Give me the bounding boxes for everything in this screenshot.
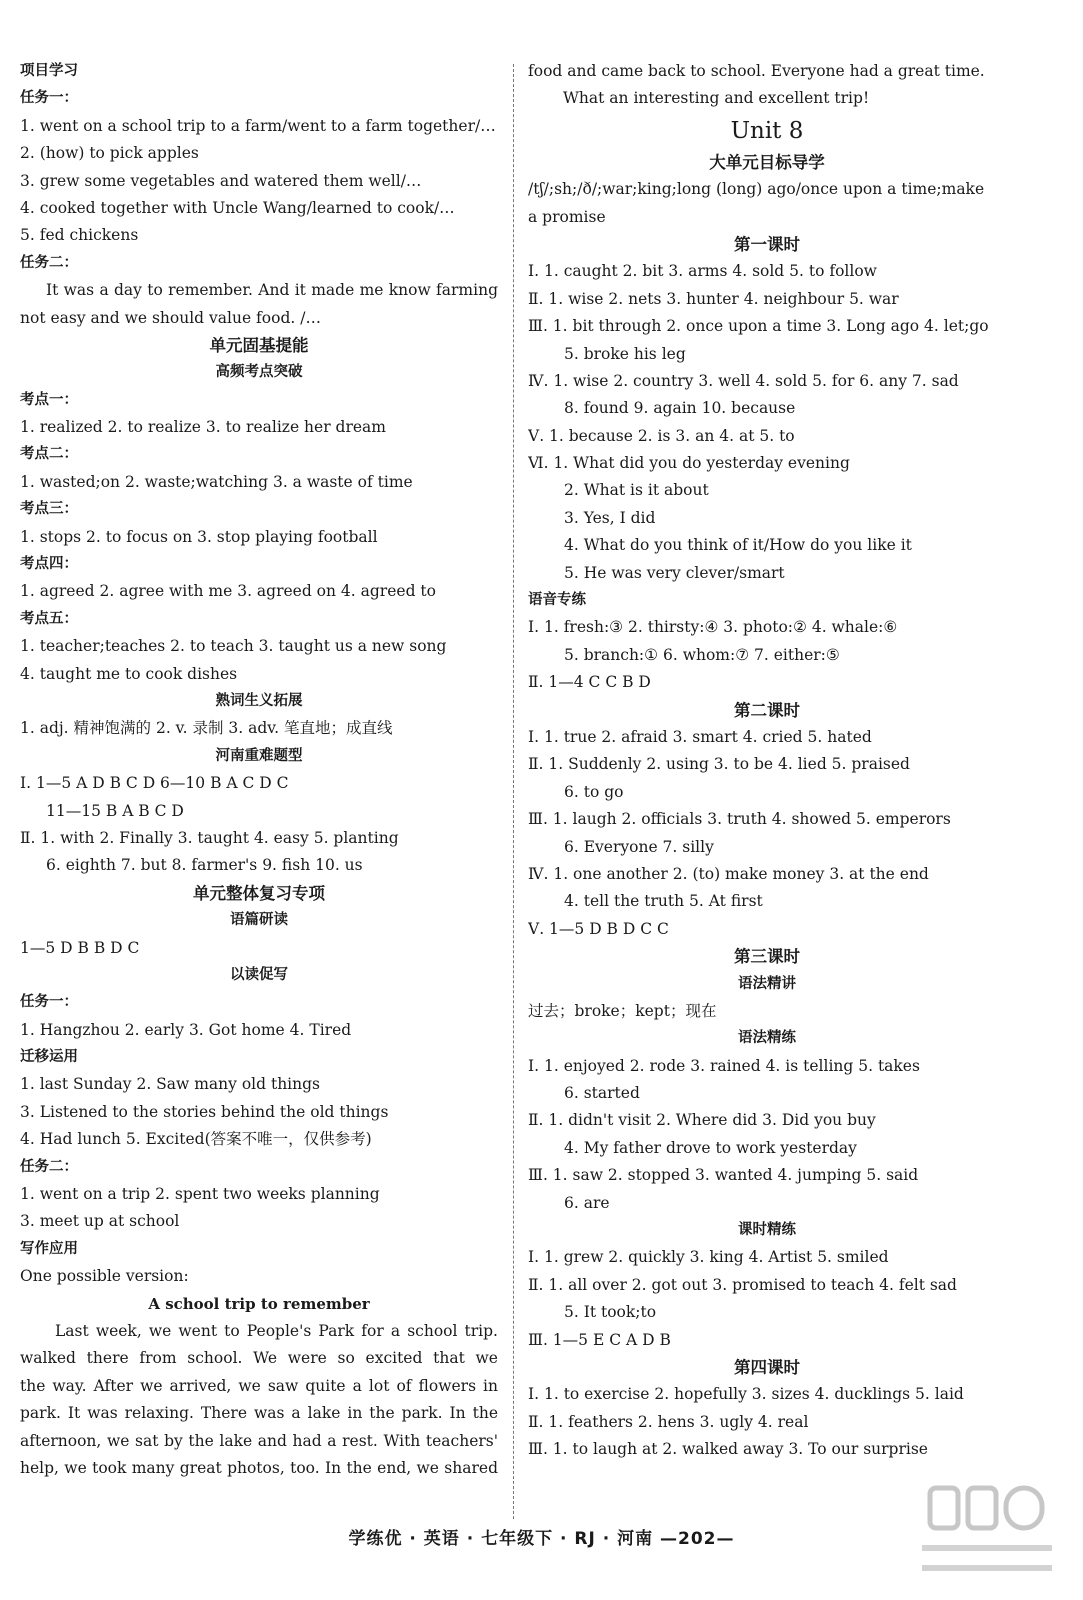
right-line-4: /tʃ/;sh;/ð/;war;king;long (long) ago/once upon a time;make: [528, 180, 985, 199]
right-line-26: 6. to go: [564, 782, 624, 801]
left-line-20: 考点五：: [20, 610, 78, 627]
page-footer: 学练优 · 英语 · 七年级下 · RJ · 河南 —202—: [348, 1529, 735, 1549]
right-line-1: What an interesting and excellent trip!: [563, 89, 870, 108]
right-line-31: Ⅴ. 1—5 D B D C C: [528, 919, 669, 938]
right-line-48: Ⅰ. 1. to exercise 2. hopefully 3. sizes 4. ducklings 5. laid: [528, 1385, 964, 1404]
right-line-2: Unit 8: [730, 117, 804, 144]
right-line-11: Ⅳ. 1. wise 2. country 3. well 4. sold 5. for 6. any 7. sad: [528, 371, 959, 390]
right-line-39: 4. My father drove to work yesterday: [564, 1138, 857, 1157]
left-line-35: 1. Hangzhou 2. early 3. Got home 4. Tired: [20, 1020, 352, 1039]
right-line-49: Ⅱ. 1. feathers 2. hens 3. ugly 4. real: [528, 1412, 809, 1431]
left-line-37: 1. last Sunday 2. Saw many old things: [20, 1075, 320, 1094]
right-line-18: 5. He was very clever/smart: [564, 563, 785, 582]
column-divider: [513, 64, 514, 1519]
right-line-30: 4. tell the truth 5. At first: [564, 892, 763, 911]
right-line-25: Ⅱ. 1. Suddenly 2. using 3. to be 4. lied 5. praised: [528, 755, 910, 774]
left-line-26: Ⅰ. 1—5 A D B C D 6—10 B A C D C: [20, 774, 289, 793]
right-line-24: Ⅰ. 1. true 2. afraid 3. smart 4. cried 5. hated: [528, 727, 872, 746]
left-line-15: 1. wasted;on 2. waste;watching 3. a waste of time: [20, 472, 413, 491]
left-line-5: 4. cooked together with Uncle Wang/learned to cook/…: [20, 198, 455, 217]
right-line-14: Ⅵ. 1. What did you do yesterday evening: [528, 454, 850, 473]
right-line-47: 第四课时: [734, 1357, 800, 1377]
left-line-32: 1—5 D B B D C: [20, 938, 140, 957]
left-column: [20, 58, 498, 1482]
left-line-1: 任务一：: [20, 90, 78, 107]
left-line-51: help, we took many great photos, too. In the end, we shared: [20, 1458, 498, 1477]
left-line-48: the way. After we arrived, we saw quite a lot of flowers in: [20, 1376, 498, 1395]
left-line-45: A school trip to remember: [148, 1294, 370, 1313]
left-line-3: 2. (how) to pick apples: [20, 144, 199, 163]
right-line-23: 第二课时: [734, 700, 800, 720]
left-line-17: 1. stops 2. to focus on 3. stop playing football: [20, 527, 378, 546]
right-line-17: 4. What do you think of it/How do you like it: [564, 536, 912, 555]
right-line-12: 8. found 9. again 10. because: [564, 399, 796, 418]
left-line-49: park. It was relaxing. There was a lake in the park. In the: [20, 1404, 498, 1423]
left-line-18: 考点四：: [20, 556, 78, 573]
right-line-33: 语法精讲: [738, 975, 796, 992]
right-line-8: Ⅱ. 1. wise 2. nets 3. hunter 4. neighbour 5. war: [528, 289, 899, 308]
left-line-46: Last week, we went to People's Park for a school trip.: [55, 1321, 498, 1340]
right-line-32: 第三课时: [734, 947, 800, 967]
right-line-45: 5. It took;to: [564, 1303, 657, 1322]
right-line-41: 6. are: [564, 1193, 610, 1212]
watermark-logo: [912, 1478, 1062, 1588]
right-line-50: Ⅲ. 1. to laugh at 2. walked away 3. To our surprise: [528, 1440, 928, 1459]
left-line-0: 项目学习: [20, 63, 78, 79]
right-line-35: 语法精练: [738, 1030, 796, 1047]
left-line-34: 任务一：: [20, 994, 78, 1011]
right-line-21: 5. branch:① 6. whom:⑦ 7. either:⑤: [564, 645, 840, 664]
right-line-10: 5. broke his leg: [564, 344, 686, 363]
right-line-46: Ⅲ. 1—5 E C A D B: [528, 1330, 671, 1349]
left-line-22: 4. taught me to cook dishes: [20, 664, 238, 683]
right-line-9: Ⅲ. 1. bit through 2. once upon a time 3. Long ago 4. let;go: [528, 317, 989, 336]
right-line-5: a promise: [528, 207, 606, 226]
left-line-13: 1. realized 2. to realize 3. to realize her dream: [20, 418, 386, 437]
right-line-20: Ⅰ. 1. fresh:③ 2. thirsty:④ 3. photo:② 4. whale:⑥: [528, 618, 898, 637]
left-line-47: walked there from school. We were so excited that we: [20, 1349, 498, 1368]
right-line-44: Ⅱ. 1. all over 2. got out 3. promised to teach 4. felt sad: [528, 1275, 957, 1294]
left-line-41: 1. went on a trip 2. spent two weeks planning: [20, 1185, 380, 1204]
right-line-37: 6. started: [564, 1084, 640, 1103]
left-line-14: 考点二：: [20, 446, 78, 463]
left-line-31: 语篇研读: [230, 912, 288, 929]
right-line-22: Ⅱ. 1—4 C C B D: [528, 673, 651, 692]
left-line-38: 3. Listened to the stories behind the old things: [20, 1102, 389, 1121]
right-line-28: 6. Everyone 7. silly: [564, 837, 714, 856]
left-line-33: 以读促写: [230, 966, 288, 983]
left-line-42: 3. meet up at school: [20, 1212, 180, 1231]
left-line-6: 5. fed chickens: [20, 226, 139, 245]
right-line-15: 2. What is it about: [564, 481, 709, 500]
right-line-40: Ⅲ. 1. saw 2. stopped 3. wanted 4. jumping 5. said: [528, 1166, 919, 1185]
left-line-43: 写作应用: [20, 1240, 78, 1257]
right-line-16: 3. Yes, I did: [564, 508, 656, 527]
left-line-28: Ⅱ. 1. with 2. Finally 3. taught 4. easy 5. planting: [20, 828, 399, 847]
left-line-4: 3. grew some vegetables and watered them well/…: [20, 171, 422, 190]
right-line-34: 过去；broke；kept；现在: [528, 1001, 717, 1020]
left-line-30: 单元整体复习专项: [193, 883, 325, 903]
right-line-27: Ⅲ. 1. laugh 2. officials 3. truth 4. showed 5. emperors: [528, 810, 951, 829]
left-line-44: One possible version:: [20, 1267, 189, 1286]
left-line-19: 1. agreed 2. agree with me 3. agreed on 4. agreed to: [20, 582, 436, 601]
left-line-7: 任务二：: [20, 254, 78, 271]
right-line-3: 大单元目标导学: [709, 152, 825, 172]
right-line-19: 语音专练: [528, 592, 586, 609]
left-line-11: 高频考点突破: [215, 364, 303, 381]
right-line-42: 课时精练: [738, 1222, 796, 1239]
left-line-39: 4. Had lunch 5. Excited(答案不唯一，仅供参考): [20, 1130, 372, 1149]
right-line-36: Ⅰ. 1. enjoyed 2. rode 3. rained 4. is telling 5. takes: [528, 1056, 920, 1075]
right-line-7: Ⅰ. 1. caught 2. bit 3. arms 4. sold 5. to follow: [528, 262, 877, 281]
left-line-25: 河南重难题型: [215, 747, 303, 764]
left-line-2: 1. went on a school trip to a farm/went to a farm together/…: [20, 116, 496, 135]
right-line-6: 第一课时: [734, 234, 800, 254]
left-line-9: not easy and we should value food. /…: [20, 308, 321, 327]
left-line-27: 11—15 B A B C D: [46, 801, 184, 820]
left-line-29: 6. eighth 7. but 8. farmer's 9. fish 10. us: [46, 856, 363, 875]
left-line-40: 任务二：: [20, 1158, 78, 1175]
left-line-16: 考点三：: [20, 501, 78, 518]
right-column: [528, 58, 1006, 1464]
left-line-12: 考点一：: [20, 391, 78, 408]
left-line-50: afternoon, we sat by the lake and had a rest. With teachers': [20, 1431, 498, 1450]
left-line-23: 熟词生义拓展: [215, 692, 303, 709]
left-line-21: 1. teacher;teaches 2. to teach 3. taught us a new song: [20, 637, 447, 656]
left-line-10: 单元固基提能: [209, 335, 309, 355]
right-line-0: food and came back to school. Everyone had a great time.: [528, 62, 985, 80]
right-line-38: Ⅱ. 1. didn't visit 2. Where did 3. Did you buy: [528, 1111, 876, 1130]
right-line-29: Ⅳ. 1. one another 2. (to) make money 3. at the end: [528, 864, 929, 883]
right-line-13: Ⅴ. 1. because 2. is 3. an 4. at 5. to: [528, 426, 795, 445]
left-line-8: It was a day to remember. And it made me know farming: [46, 281, 498, 300]
left-line-36: 迁移运用: [20, 1049, 78, 1066]
right-line-43: Ⅰ. 1. grew 2. quickly 3. king 4. Artist 5. smiled: [528, 1248, 889, 1267]
left-line-24: 1. adj. 精神饱满的 2. v. 录制 3. adv. 笔直地；成直线: [20, 719, 393, 738]
